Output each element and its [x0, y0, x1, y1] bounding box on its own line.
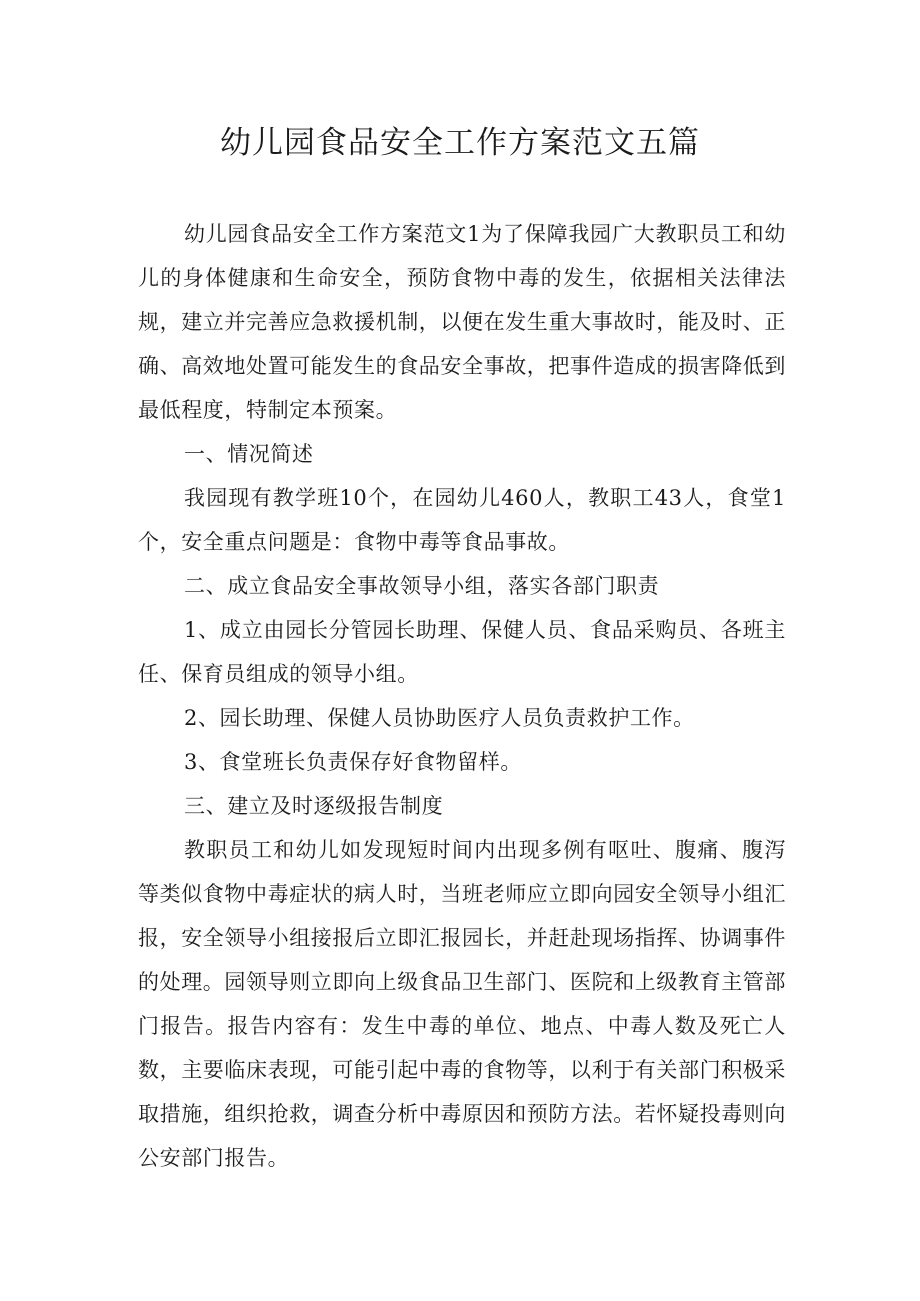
section-heading-overview: 一、情况简述 [184, 442, 314, 466]
list-item-3: 3、食堂班长负责保存好食物留样。 [184, 750, 522, 774]
section-heading-reporting: 三、建立及时逐级报告制度 [184, 794, 444, 818]
section-heading-leadership: 二、成立食品安全事故领导小组，落实各部门职责 [184, 574, 660, 598]
document-title: 幼儿园食品安全工作方案范文五篇 [220, 125, 700, 161]
paragraph-overview: 我园现有教学班10个，在园幼儿460人，教职工43人，食堂1个，安全重点问题是：食物中毒等食品事故。 [138, 486, 786, 554]
list-item-1: 1、成立由园长分管园长助理、保健人员、食品采购员、各班主任、保育员组成的领导小组。 [138, 618, 786, 686]
document-body [138, 212, 786, 1180]
paragraph-reporting: 教职员工和幼儿如发现短时间内出现多例有呕吐、腹痛、腹泻等类似食物中毒症状的病人时，当班老师应立即向园安全领导小组汇报，安全领导小组接报后立即汇报园长，并赶赴现场指挥、协调事件的处理。园领导则立即向上级食品卫生部门、医院和上级教育主管部门报告。报告内容有：发生中毒的单位、地点、中毒人数及死亡人数，主要临床表现，可能引起中毒的食物等，以利于有关部门积极采取措施，组织抢救，调查分析中毒原因和预防方法。若怀疑投毒则向公安部门报告。 [138, 838, 786, 1170]
list-item-2: 2、园长助理、保健人员协助医疗人员负责救护工作。 [184, 706, 695, 730]
paragraph-intro: 幼儿园食品安全工作方案范文1为了保障我园广大教职员工和幼儿的身体健康和生命安全，预防食物中毒的发生，依据相关法律法规，建立并完善应急救援机制，以便在发生重大事故时，能及时、正确、高效地处置可能发生的食品安全事故，把事件造成的损害降低到最低程度，特制定本预案。 [138, 222, 786, 422]
